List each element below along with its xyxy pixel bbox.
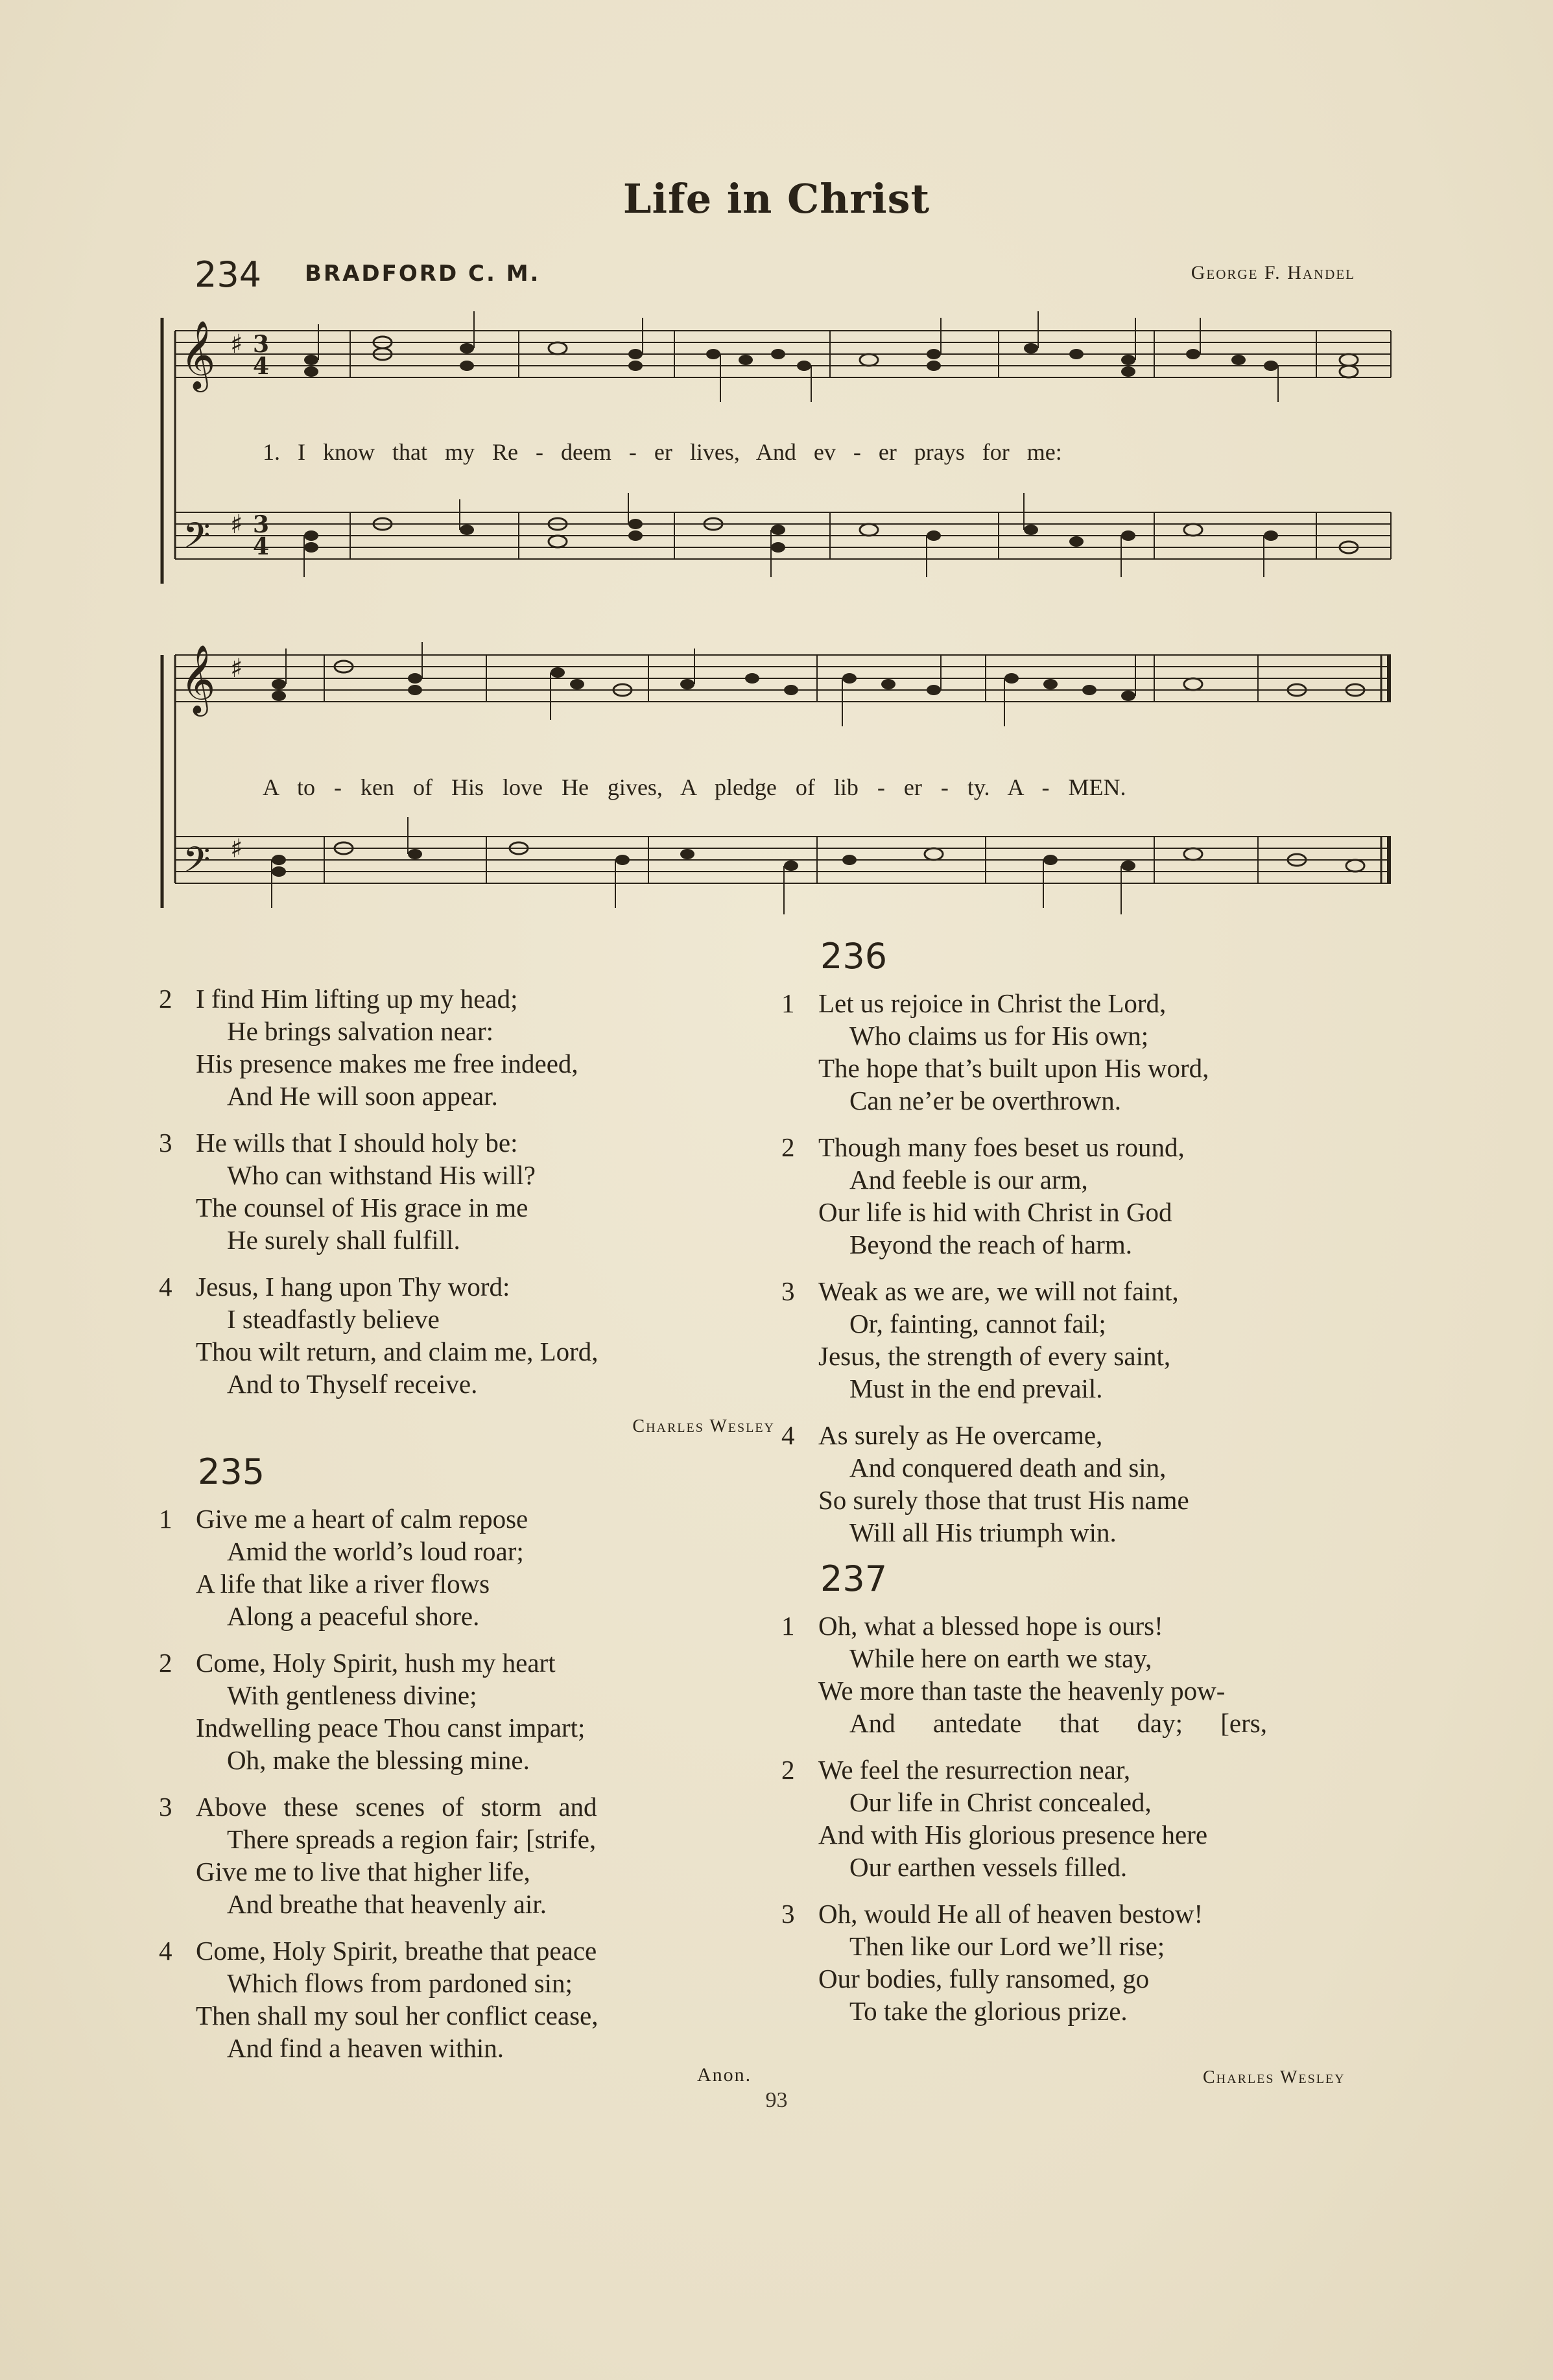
right-column: [781, 936, 1397, 2041]
verse-1-lyrics-line-2: A to - ken of His love He gives, A pledge of lib - er - ty. A - MEN.: [263, 774, 1126, 800]
svg-text:𝄢: 𝄢: [183, 515, 211, 565]
stanza-number: 1: [159, 1504, 172, 1534]
svg-text:3: 3: [253, 511, 270, 538]
stanza-line: Weak as we are, we will not faint,: [818, 1276, 1179, 1306]
stanza-number: 3: [781, 1276, 795, 1306]
stanza-line: Let us rejoice in Christ the Lord,: [818, 988, 1167, 1018]
hymn-235-number: 235: [198, 1451, 265, 1492]
stanza-number: 1: [781, 1611, 795, 1641]
stanza-line: Which flows from pardoned sin;: [227, 1968, 573, 1998]
stanza-line: I steadfastly believe: [227, 1304, 440, 1334]
stanza-line: And He will soon appear.: [227, 1081, 498, 1111]
hymn-237-number: 237: [820, 1558, 888, 1599]
stanza-number: 2: [781, 1132, 795, 1162]
stanza-number: 4: [159, 1936, 172, 1966]
hymn-235-stanza-1: [159, 1503, 775, 1632]
hymn-234-header: [195, 254, 1355, 293]
stanza-line: Come, Holy Spirit, hush my heart: [196, 1648, 556, 1678]
stanza-line: So surely those that trust His name: [818, 1485, 1189, 1515]
stanza-line: And find a heaven within.: [227, 2033, 504, 2063]
svg-text:♯: ♯: [230, 510, 243, 540]
stanza-number: 2: [781, 1755, 795, 1785]
stanza-line: Jesus, the strength of every saint,: [818, 1341, 1171, 1371]
stanza-line: And with His glorious presence here: [818, 1820, 1208, 1850]
stanza-line: Beyond the reach of harm.: [849, 1230, 1133, 1259]
hymn-234-stanza-4: [159, 1270, 775, 1400]
hymn-234-number: 234: [195, 254, 262, 295]
svg-text:𝄢: 𝄢: [183, 839, 211, 889]
stanza-line: Must in the end prevail.: [849, 1374, 1103, 1403]
svg-text:4: 4: [253, 533, 270, 560]
stanza-line: He wills that I should holy be:: [196, 1128, 518, 1158]
stanza-line: Then shall my soul her conflict cease,: [196, 2001, 599, 2030]
stanza-line: And to Thyself receive.: [227, 1369, 478, 1399]
svg-text:♯: ♯: [230, 834, 243, 864]
hymn-234-stanza-2: [159, 982, 775, 1112]
hymn-235-stanza-4: [159, 1934, 775, 2064]
stanza-line: Our earthen vessels filled.: [849, 1852, 1128, 1882]
stanza-line: Can ne’er be overthrown.: [849, 1086, 1121, 1115]
svg-text:3: 3: [253, 331, 270, 358]
stanza-line: Will all His triumph win.: [849, 1517, 1117, 1547]
hymn-234-author: Charles Wesley: [632, 1416, 775, 1436]
hymn-236-stanza-3: [781, 1275, 1397, 1405]
hymn-235-author: Anon.: [697, 2064, 752, 2086]
hymn-237-author: Charles Wesley: [1203, 2067, 1346, 2088]
stanza-line: And conquered death and sin,: [849, 1453, 1167, 1482]
stanza-number: 3: [159, 1792, 172, 1822]
hymn-236-stanza-2: [781, 1131, 1397, 1261]
stanza-line: Indwelling peace Thou canst impart;: [196, 1713, 586, 1743]
stanza-line: Then like our Lord we’ll rise;: [849, 1931, 1165, 1961]
hymn-234-stanza-3: [159, 1126, 775, 1256]
stanza-line: He brings salvation near:: [227, 1016, 494, 1046]
left-column: [159, 982, 775, 2078]
svg-text:𝄞: 𝄞: [180, 320, 216, 389]
stanza-line: Amid the world’s loud roar;: [227, 1536, 524, 1566]
stanza-line: Along a peaceful shore.: [227, 1601, 480, 1631]
stanza-line: Give me a heart of calm repose: [196, 1504, 528, 1534]
svg-text:𝄞: 𝄞: [180, 644, 216, 713]
svg-text:4: 4: [253, 353, 270, 380]
hymn-235-stanza-2: [159, 1647, 775, 1776]
hymn-236-number: 236: [820, 936, 888, 977]
stanza-line: A life that like a river flows: [196, 1569, 490, 1599]
svg-text:♯: ♯: [230, 654, 243, 684]
hymn-237-stanza-3: [781, 1898, 1397, 2027]
stanza-line: Above these scenes of storm and: [196, 1792, 597, 1822]
stanza-line: And breathe that heavenly air.: [227, 1889, 547, 1919]
stanza-line: As surely as He overcame,: [818, 1420, 1103, 1450]
page-number: 93: [765, 2088, 788, 2112]
hymn-235-stanza-3: [159, 1791, 775, 1920]
stanza-line: Our life in Christ concealed,: [849, 1787, 1152, 1817]
stanza-line: His presence makes me free indeed,: [196, 1049, 578, 1078]
stanza-number: 1: [781, 988, 795, 1018]
hymn-236-stanza-1: [781, 987, 1397, 1117]
stanza-line: The counsel of His grace in me: [196, 1193, 528, 1222]
hymn-237-stanza-1: [781, 1610, 1397, 1739]
stanza-line: To take the glorious prize.: [849, 1996, 1128, 2026]
stanza-line: Oh, what a blessed hope is ours!: [818, 1611, 1163, 1641]
stanza-line: He surely shall fulfill.: [227, 1225, 460, 1255]
page-title: Life in Christ: [622, 175, 931, 222]
composer-name: George F. Handel: [1191, 262, 1355, 283]
stanza-number: 3: [159, 1128, 172, 1158]
stanza-line: Oh, would He all of heaven bestow!: [818, 1899, 1203, 1929]
hymn-237-stanza-2: [781, 1754, 1397, 1883]
stanza-line: Come, Holy Spirit, breathe that peace: [196, 1936, 597, 1966]
stanza-line: While here on earth we stay,: [849, 1643, 1152, 1673]
stanza-line: And antedate that day; [ers,: [849, 1708, 1267, 1738]
stanza-line: The hope that’s built upon His word,: [818, 1053, 1209, 1083]
stanza-line: Jesus, I hang upon Thy word:: [196, 1272, 510, 1302]
stanza-number: 4: [159, 1272, 172, 1302]
stanza-line: I find Him lifting up my head;: [196, 984, 518, 1014]
stanza-number: 4: [781, 1420, 795, 1450]
stanza-number: 2: [159, 984, 172, 1014]
stanza-line: We feel the resurrection near,: [818, 1755, 1131, 1785]
stanza-line: Who can withstand His will?: [227, 1160, 536, 1190]
stanza-line: Who claims us for His own;: [849, 1021, 1149, 1051]
stanza-line: Our bodies, fully ransomed, go: [818, 1964, 1150, 1993]
stanza-line: And feeble is our arm,: [849, 1165, 1088, 1195]
stanza-line: Our life is hid with Christ in God: [818, 1197, 1172, 1227]
svg-text:♯: ♯: [230, 329, 243, 359]
stanza-line: We more than taste the heavenly pow-: [818, 1676, 1226, 1706]
tune-name: BRADFORD C. M.: [305, 261, 541, 287]
verse-1-lyrics-line-1: 1. I know that my Re - deem - er lives, And ev - er prays for me:: [263, 439, 1062, 465]
stanza-line: With gentleness divine;: [227, 1680, 477, 1710]
hymn-236-stanza-4: [781, 1419, 1397, 1549]
stanza-line: Oh, make the blessing mine.: [227, 1745, 530, 1775]
stanza-line: Give me to live that higher life,: [196, 1857, 530, 1886]
stanza-line: There spreads a region fair; [strife,: [227, 1824, 597, 1854]
stanza-line: Though many foes beset us round,: [818, 1132, 1185, 1162]
stanza-line: Thou wilt return, and claim me, Lord,: [196, 1337, 599, 1366]
stanza-number: 3: [781, 1899, 795, 1929]
stanza-line: Or, fainting, cannot fail;: [849, 1309, 1106, 1339]
stanza-number: 2: [159, 1648, 172, 1678]
